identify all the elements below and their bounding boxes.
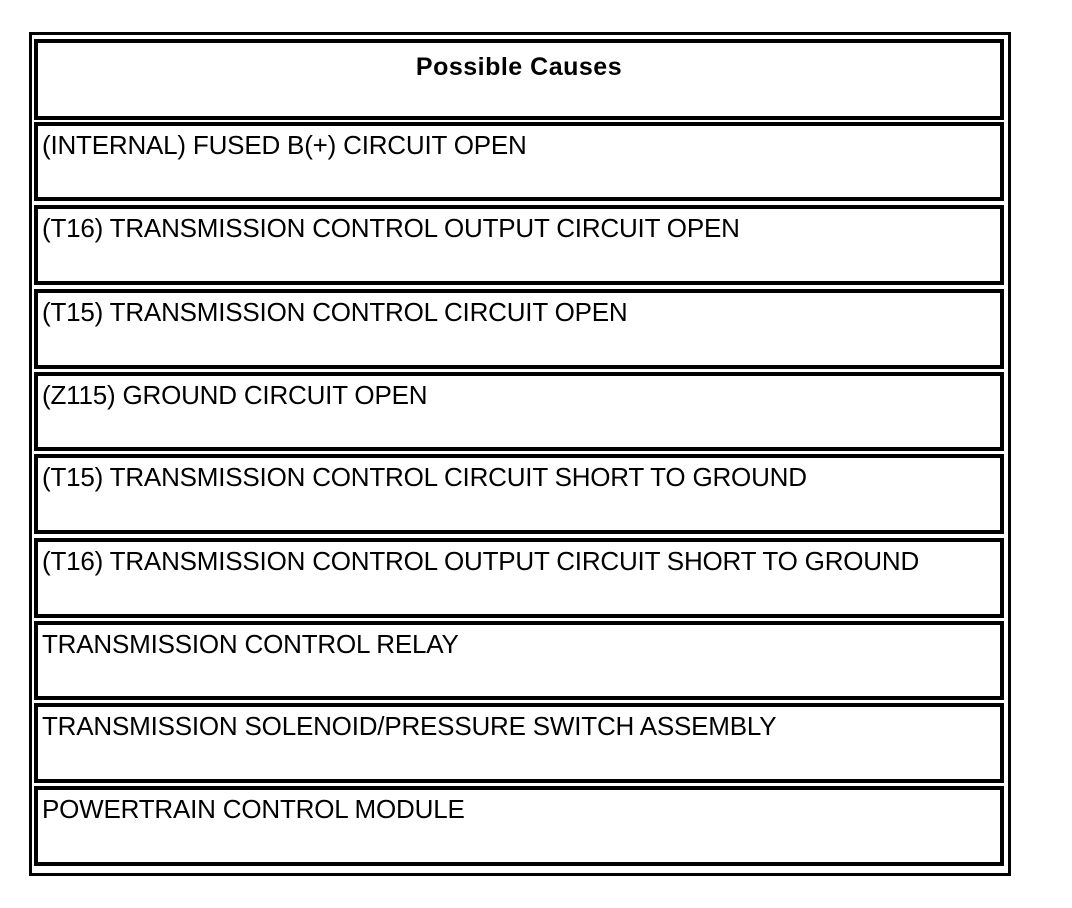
cause-text: POWERTRAIN CONTROL MODULE (42, 794, 465, 824)
table-row (34, 122, 1004, 201)
cause-text: TRANSMISSION SOLENOID/PRESSURE SWITCH ASSEMBLY (42, 711, 777, 741)
table-header: Possible Causes (415, 53, 623, 81)
cause-text: (T16) TRANSMISSION CONTROL OUTPUT CIRCUIT SHORT TO GROUND (42, 546, 920, 576)
cause-text: (T15) TRANSMISSION CONTROL CIRCUIT OPEN (42, 297, 628, 327)
table-row (34, 538, 1004, 618)
cause-text: (Z115) GROUND CIRCUIT OPEN (42, 380, 428, 410)
cause-text: (T15) TRANSMISSION CONTROL CIRCUIT SHORT TO GROUND (42, 462, 807, 492)
table-row (34, 289, 1004, 369)
table-row (34, 205, 1004, 285)
table-header-cell (34, 39, 1004, 120)
cause-text: (T16) TRANSMISSION CONTROL OUTPUT CIRCUIT OPEN (42, 213, 740, 243)
table-row (34, 372, 1004, 451)
table-row (34, 703, 1004, 783)
table-row (34, 621, 1004, 700)
table-row (34, 786, 1004, 866)
cause-text: TRANSMISSION CONTROL RELAY (42, 629, 459, 659)
cause-text: (INTERNAL) FUSED B(+) CIRCUIT OPEN (42, 130, 527, 160)
table-row (34, 454, 1004, 534)
